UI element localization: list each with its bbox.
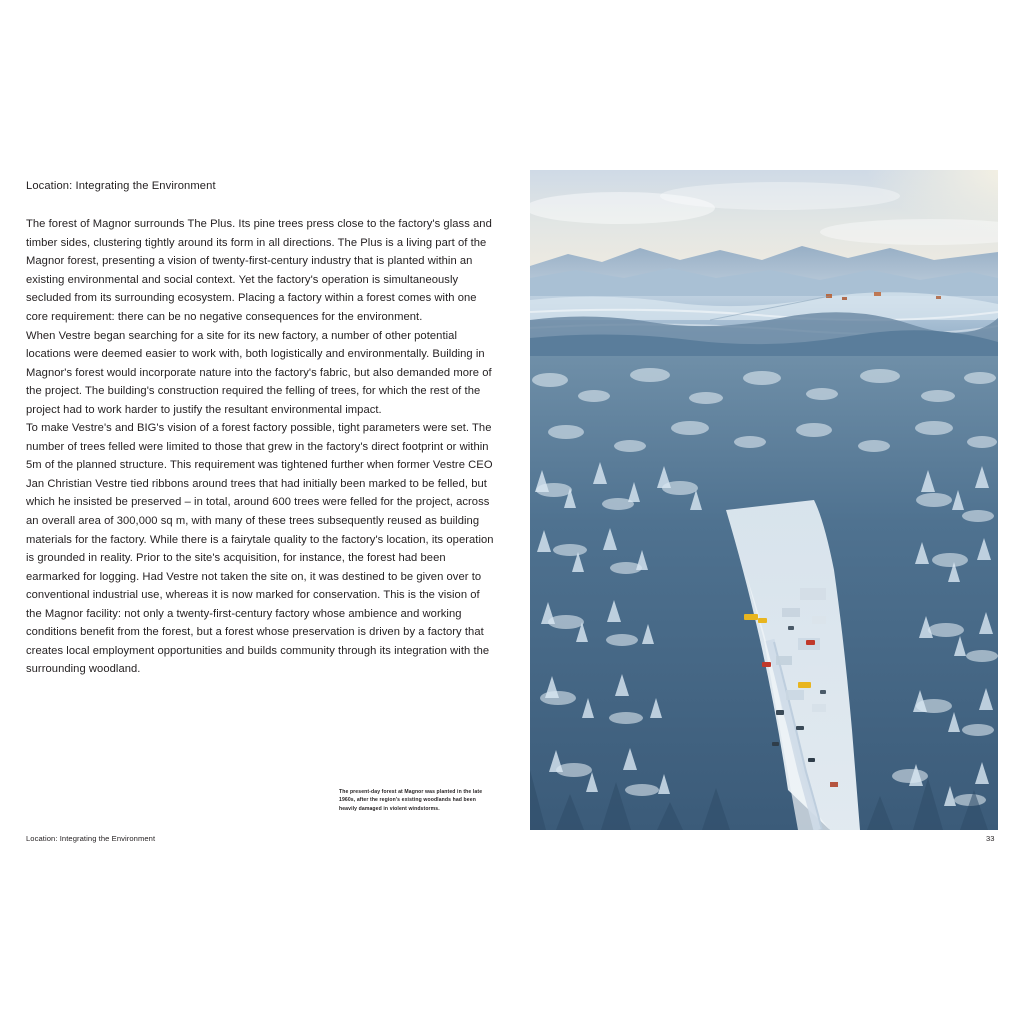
body-paragraph-2: When Vestre began searching for a site for its new factory, a number of other potential locations were deemed easier to work with, both logistically and environmentally. Building in Magnor's forest would incorporate nature into the factory's fabric, but also demanded more of the project. The building's construction required the felling of trees, for which the rest of the project had to work harder to justify the resultant environmental impact. xyxy=(26,329,492,416)
photo-illustration xyxy=(530,170,998,830)
photo-caption: The present-day forest at Magnor was planted in the late 1960s, after the region's existing woodlands had been heavily damaged in violent windstorms. xyxy=(339,789,483,812)
aerial-forest-photo xyxy=(530,170,998,830)
text-column xyxy=(26,178,494,679)
section-title: Location: Integrating the Environment xyxy=(26,180,216,192)
body-paragraph-3: To make Vestre's and BIG's vision of a forest factory possible, tight parameters were set. The number of trees felled were limited to those that grew in the factory's direct footprint or within 5m of the planned structure. This requirement was tightened further when former Vestre CEO Jan Christian Vestre tied ribbons around trees that had initially been marked to be felled, but which he insisted be preserved – in total, around 600 trees were felled for the project, across an overall area of 300,000 sq m, with many of these trees subsequently reused as building materials for the factory. While there is a fairytale quality to the factory's location, its operation is grounded in reality. Prior to the site's acquisition, for instance, the forest had been earmarked for logging. Had Vestre not taken the site on, it was destined to be given over to conventional industrial use, whereas it is now marked for conservation. This is the vision of the Magnor facility: not only a twenty-first-century factory whose ambience and working conditions benefit from the forest, but a forest whose preservation is driven by a factory that creates local employment opportunities and builds community through its integration with the surrounding woodland. xyxy=(26,422,494,676)
footer-running-head: Location: Integrating the Environment xyxy=(26,834,156,843)
page-number: 33 xyxy=(986,834,995,843)
body-paragraph-1: The forest of Magnor surrounds The Plus. Its pine trees press close to the factory's glass and timber sides, clustering tightly around its form in all directions. The Plus is a living part of the Magnor forest, presenting a vision of twenty-first-century industry that is planted within an existing environmental and social context. Yet the factory's operation is simultaneously secluded from its surrounding ecosystem. Placing a factory within a forest comes with one core requirement: there can be no negative consequences for the environment. xyxy=(26,218,492,323)
